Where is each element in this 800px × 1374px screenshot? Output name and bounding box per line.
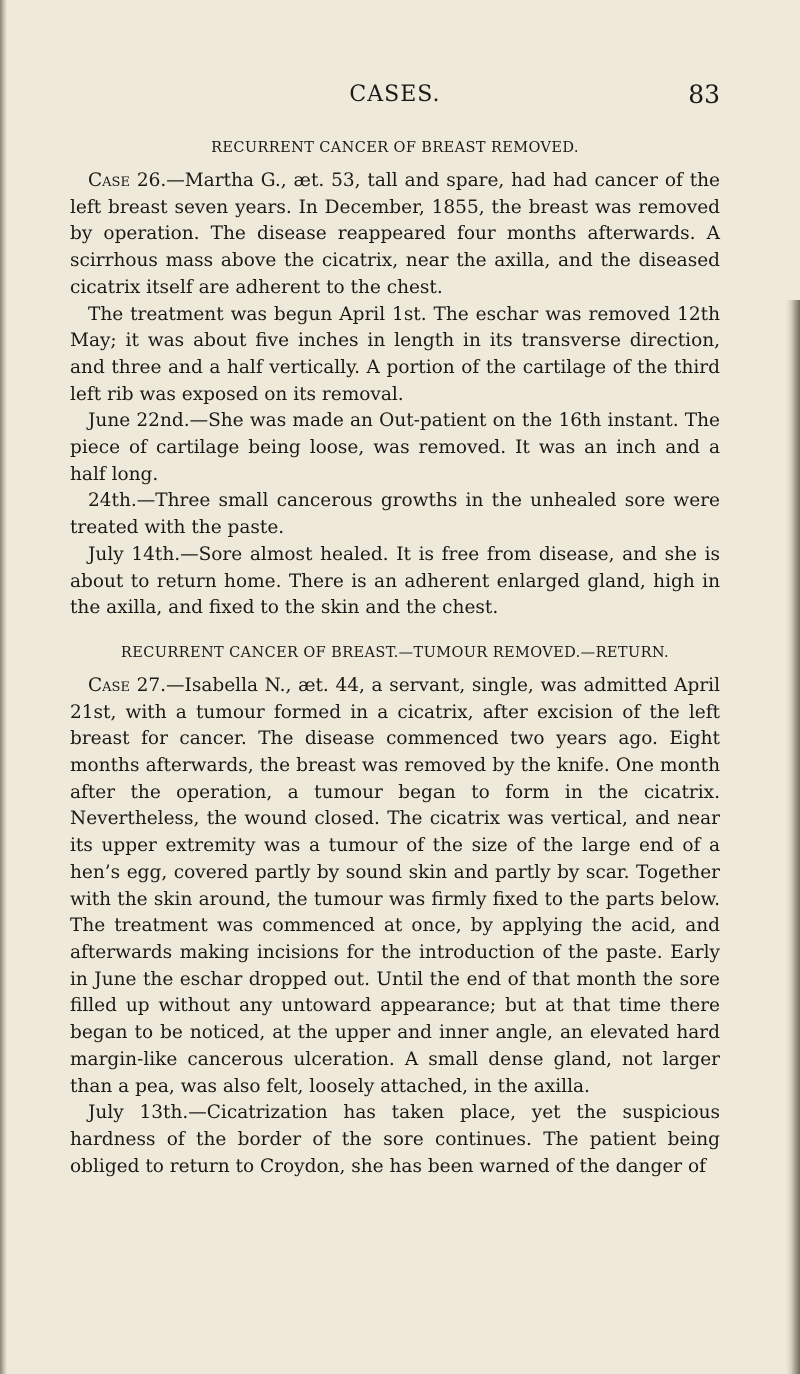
case-26-text-1: —Martha G., æt. 53, tall and spare, had had cancer of the left breast seven years. In December, 1855, the breast was removed by operation. The disease reappeared four months afterwards. A scirrhous mass above the cicatrix, near the axilla, and the diseased cicatrix itself are adherent to the chest.	[70, 170, 720, 298]
page-number: 83	[688, 80, 720, 109]
section-heading-case-27: RECURRENT CANCER OF BREAST.—TUMOUR REMOVED.—RETURN.	[120, 644, 670, 661]
case-26-label: Case 26.	[88, 170, 167, 191]
case-26-paragraph-5: July 14th.—Sore almost healed. It is free from disease, and she is about to return home. There is an adherent enlarged gland, high in the axilla, and fixed to the skin and the chest.	[70, 543, 720, 619]
case-27-label: Case 27.	[88, 674, 167, 696]
case-27-paragraph-2: July 13th.—Cicatrization has taken place, yet the suspicious hardness of the border of the sore continues. The patient being obliged to return to Croydon, she has been warned of the danger of	[70, 1102, 720, 1177]
case-26-paragraph-1	[70, 168, 720, 302]
page-left-edge-shadow	[0, 0, 7, 1374]
section-heading-case-26: RECURRENT CANCER OF BREAST REMOVED.	[211, 140, 579, 156]
case-27-paragraph-1	[70, 673, 720, 1100]
case-26-paragraph-4: 24th.—Three small cancerous growths in the unhealed sore were treated with the paste.	[70, 490, 720, 539]
running-head	[70, 74, 720, 110]
page-right-edge-shadow	[786, 300, 800, 1374]
case-26-paragraph-3: June 22nd.—She was made an Out-patient on the 16th instant. The piece of cartilage being loose, was removed. It was an inch and a half long.	[70, 410, 720, 485]
case-27-text-1: —Isabella N., æt. 44, a servant, single, was admitted April 21st, with a tumour formed in a cicatrix, after excision of the left breast for cancer. The disease commenced two years ago. Eight months afterwards, the breast was removed by the knife. One month after the operation, a tumour began to form in the cicatrix. Nevertheless, the wound closed. The cicatrix was vertical, and near its upper extremity was a tumour of the size of the large end of a hen’s egg, covered partly by sound skin and partly by scar. Together with the skin around, the tumour was firmly fixed to the parts below. The treatment was commenced at once, by applying the acid, and afterwards making incisions for the introduction of the paste. Early in June the eschar dropped out. Until the end of that month the sore filled up without any untoward appearance; but at that time there began to be noticed, at the upper and inner angle, an elevated hard margin-like cancerous ulceration. A small dense gland, not larger than a pea, was also felt, loosely attached, in the axilla.	[70, 674, 720, 1097]
running-title: CASES.	[349, 82, 441, 107]
book-page	[70, 74, 720, 1180]
case-26-paragraph-2: The treatment was begun April 1st. The eschar was removed 12th May; it was about five inches in length in its transverse direction, and three and a half vertically. A portion of the cartilage of the third left rib was exposed on its removal.	[70, 303, 720, 405]
